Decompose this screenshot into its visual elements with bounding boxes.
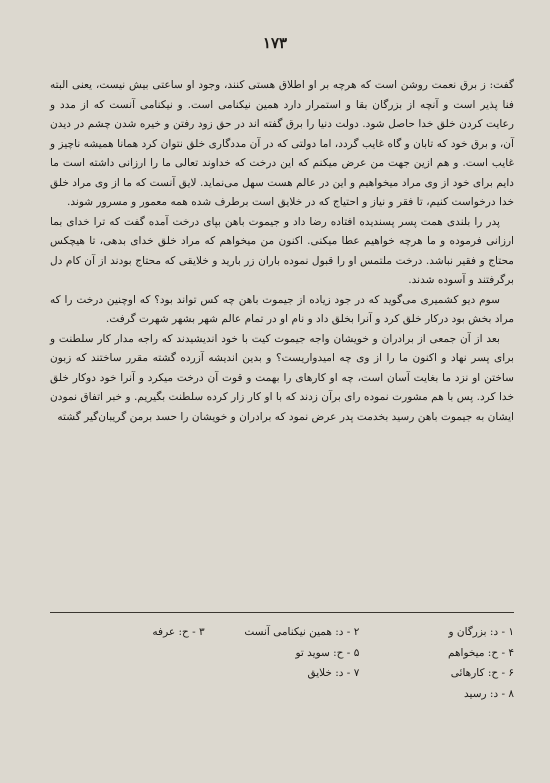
footnote-row <box>50 684 514 705</box>
footnote <box>50 643 205 664</box>
paragraph-4: بعد از آن جمعی از برادران و خویشان واجه جیموت کیت با خود اندیشیدند که راجه مدار کار سلطنت و برای پسر نهاد و اکنون ما را از وی چه امیدواریست؟ و بدین اندیشه آزرده گشته مقرر ساختند که زبون ساختن او نزد ما بغایت آسان است، چه او کارهای را بهمت و قوت آن درخت میکرد و آنرا خود دوکار خلق خدا کرد. پس با هم مشورت نموده رای برآن زدند که با او کار زار کرده سلطنت بگیریم. و خبر اتفاق نمودن ایشان به جیموت باهن رسید بخدمت پدر عرض نمود که برادران و خویشان را حسد برمن گریبان‌گیر گشته <box>50 332 514 423</box>
paragraph-2: پدر را بلندی همت پسر پسندیده افتاده رضا داد و جیموت باهن بپای درخت آمده گفت که ترا خدای بما ارزانی فرموده و ما هرچه خواهیم عطا میکنی. اکنون من میخواهم که مراد خلق خدای بدهی، تا هیچکس محتاج و فقیر نباشد. درخت ملتمس او را قبول نموده باران زر بارید و خلایقی که محتاج بودند از آن کام دل برگرفتند و آسوده شدند. <box>50 215 514 286</box>
footnote <box>50 663 205 684</box>
page-number: ۱۷۳ <box>262 34 288 52</box>
footnote: ۵ - ح: سوید تو <box>295 646 360 659</box>
footnote: ۲ - د: همین نیکنامی آنست <box>244 626 360 638</box>
paragraph-3: سوم دیو کشمیری می‌گوید که در جود زیاده از جیموت باهن چه کس تواند بود؟ که اوچنین درخت را که مراد بخش بود درکار خلق کرد و آنرا بخلق داد و نام او در تمام عالم شهر بشهر شهرت گرفت. <box>50 293 514 325</box>
footnote: ۶ - ح: کارهائی <box>450 667 514 679</box>
footnote: ۷ - د: خلایق <box>307 667 360 679</box>
footnote-row <box>50 663 514 684</box>
footnote: ۳ - ح: عرفه <box>152 626 205 638</box>
footnote-divider <box>50 612 514 613</box>
footnote: ۸ - د: رسید <box>464 687 514 700</box>
footnote <box>205 684 360 705</box>
footnote <box>50 684 205 705</box>
footnote-row <box>50 622 514 643</box>
footnotes <box>50 622 514 704</box>
paragraph-1: گفت: ز برق نعمت روشن است که هرچه بر او اطلاق هستی کنند، وجود او ساعتی بیش نیست، یعنی البته فنا پذیر است و آنچه از بزرگان بقا و استمرار دارد همین نیکنامی است. و نیکنامی آنست که از مدد و رعایت کردن خلق خدا حاصل شود. دولت دنیا را برق گفته اند در حق زود رفتن و خیره شدن چشم در دیدن آن، و برق خود که تابان و گاه غایب گردد، اما دولتی که در آن مددگاری خلق نتوان کرد همانا همیشه ناچیز و غایب است. و هم ازین جهت من عرض میکنم که این درخت که خداوند تعالی ما را ارزانی داشته است ما دایم برای خود از وی مراد میخواهیم و این در عالم هست سهل می‌نماید. لایق آنست که ما از وی مراد خلق خدا درخواست کنیم، تا فقر و نیاز و احتیاج که در خلایق است برطرف شده همه معمور و مسرور شوند. <box>50 79 514 208</box>
footnote: ۱ - د: بزرگان و <box>448 626 514 638</box>
footnote: ۴ - ح: میخواهم <box>448 646 514 659</box>
footnote-row <box>50 643 514 664</box>
body-text <box>50 76 514 427</box>
